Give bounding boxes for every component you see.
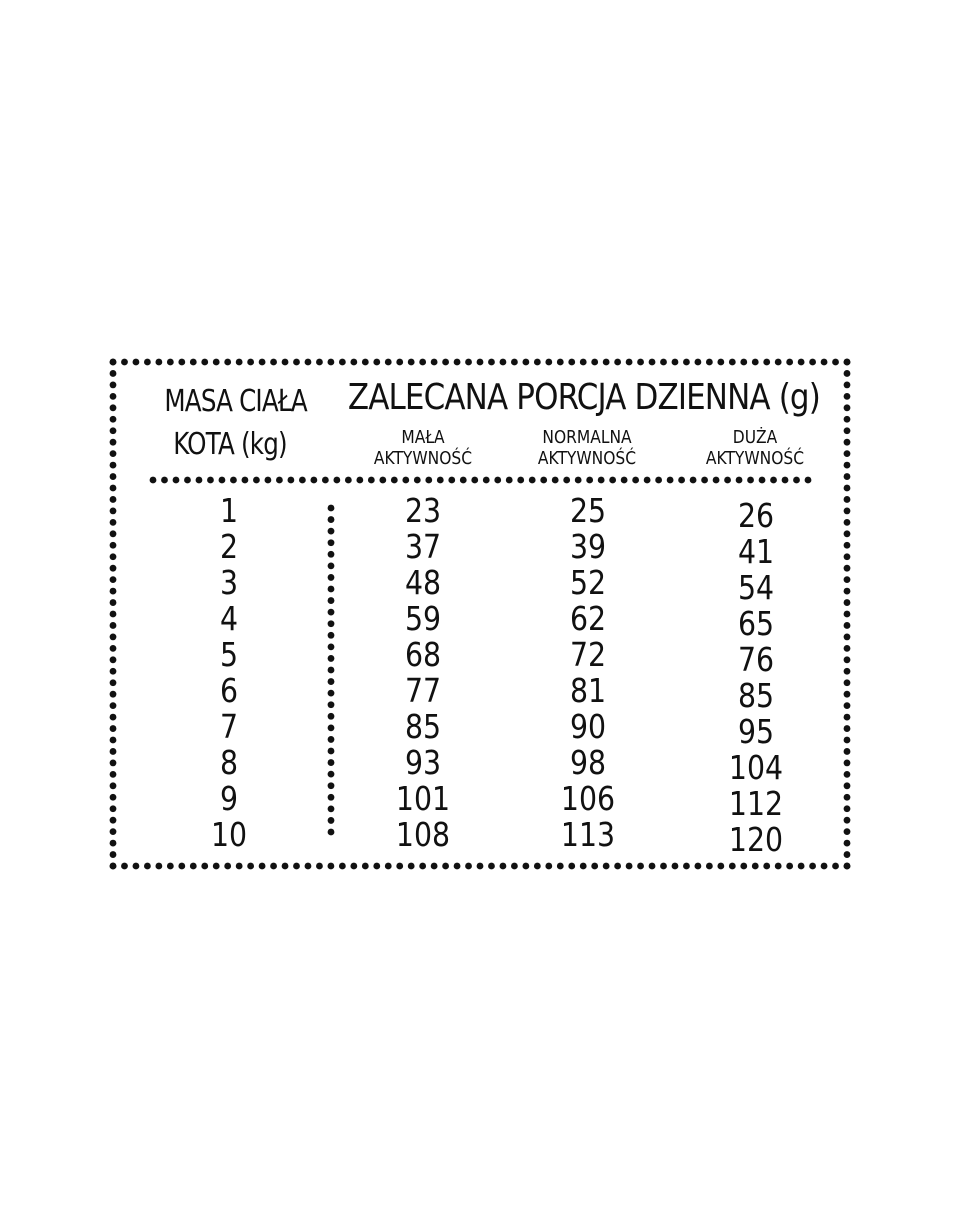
high-activity-cell: 104: [728, 748, 784, 787]
low-activity-cell: 77: [404, 671, 442, 710]
column-separator: [328, 505, 335, 836]
column-header-normal-activity: [518, 427, 656, 469]
low-activity-cell: 59: [404, 599, 442, 638]
column-header-high-activity: [686, 427, 824, 469]
low-activity-cell: 101: [395, 779, 451, 818]
normal-activity-column: [536, 493, 639, 853]
high-activity-cell: 26: [737, 496, 775, 535]
border-left: [110, 359, 117, 870]
normal-activity-cell: 90: [569, 707, 607, 746]
border-top: [110, 359, 851, 366]
mass-cell: 1: [219, 491, 239, 530]
normal-activity-cell: 72: [569, 635, 607, 674]
normal-activity-cell: 81: [569, 671, 607, 710]
mass-cell: 3: [219, 563, 239, 602]
normal-activity-cell: 98: [569, 743, 607, 782]
daily-portion-title: ZALECANA PORCJA DZIENNA (g): [347, 377, 820, 418]
mass-cell: 8: [219, 743, 239, 782]
high-activity-cell: 65: [737, 604, 775, 643]
mass-cell: 10: [210, 815, 248, 854]
high-activity-cell: 76: [737, 640, 775, 679]
low-activity-cell: 93: [404, 743, 442, 782]
normal-activity-line2: AKTYWNOŚĆ: [537, 448, 637, 469]
low-activity-cell: 23: [404, 491, 442, 530]
high-activity-cell: 112: [728, 784, 784, 823]
column-header-low-activity: [354, 427, 492, 469]
low-activity-cell: 68: [404, 635, 442, 674]
low-activity-column: [371, 493, 474, 853]
normal-activity-cell: 106: [560, 779, 616, 818]
border-bottom: [110, 863, 851, 870]
low-activity-cell: 108: [395, 815, 451, 854]
low-activity-cell: 85: [404, 707, 442, 746]
high-activity-line2: AKTYWNOŚĆ: [705, 448, 805, 469]
cat-mass-label-line2: KOTA (kg): [173, 427, 287, 462]
mass-column: [177, 493, 280, 853]
mass-cell: 7: [219, 707, 239, 746]
high-activity-line1: DUŻA: [732, 427, 778, 448]
normal-activity-line1: NORMALNA: [542, 427, 632, 448]
mass-cell: 2: [219, 527, 239, 566]
high-activity-cell: 85: [737, 676, 775, 715]
border-right: [844, 359, 851, 870]
high-activity-cell: 54: [737, 568, 775, 607]
mass-cell: 9: [219, 779, 239, 818]
mass-cell: 4: [219, 599, 239, 638]
normal-activity-cell: 25: [569, 491, 607, 530]
mass-cell: 6: [219, 671, 239, 710]
low-activity-line2: AKTYWNOŚĆ: [373, 448, 473, 469]
high-activity-cell: 120: [728, 820, 784, 859]
normal-activity-cell: 62: [569, 599, 607, 638]
normal-activity-cell: 113: [560, 815, 616, 854]
low-activity-cell: 37: [404, 527, 442, 566]
low-activity-line1: MAŁA: [401, 427, 445, 448]
column-header-cat-mass: [164, 380, 307, 466]
high-activity-column: [704, 498, 807, 858]
header-separator: [150, 477, 812, 484]
high-activity-cell: 41: [737, 532, 775, 571]
low-activity-cell: 48: [404, 563, 442, 602]
high-activity-cell: 95: [737, 712, 775, 751]
cat-mass-label-line1: MASA CIAŁA: [164, 384, 307, 419]
normal-activity-cell: 52: [569, 563, 607, 602]
normal-activity-cell: 39: [569, 527, 607, 566]
mass-cell: 5: [219, 635, 239, 674]
